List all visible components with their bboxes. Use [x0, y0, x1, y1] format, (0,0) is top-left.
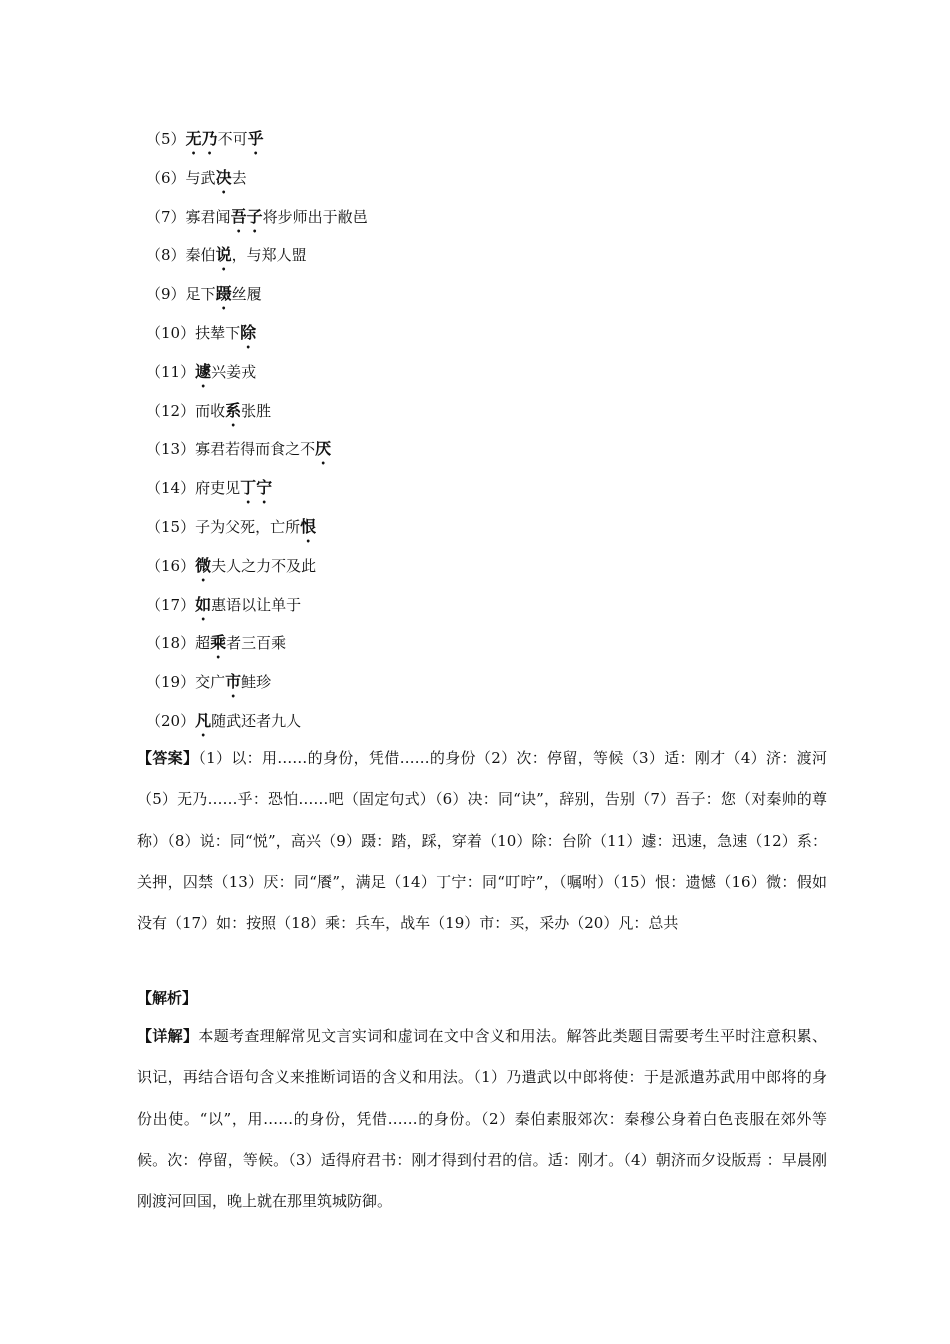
- list-item: （12）而收系张胜: [146, 400, 272, 420]
- keyword: 无乃: [185, 129, 218, 148]
- keyword: 恨: [300, 516, 317, 536]
- list-item: （18）超乘者三百乘: [146, 633, 287, 653]
- detail-text: 本题考查理解常见文言实词和虚词在文中含义和用法。解答此类题目需要考生平时注意积累、识记，再结合语句含义来推断词语的含义和用法。（1）乃遣武以中郎将使：于是派遣苏武用中郎将的身份出使。“以”，用……的身份，凭借……的身份。（2）秦伯素服郊次：秦穆公身着白色丧服在郊外等候。次：停留，等候。（3）适得府君书：刚才得到付君的信。适：刚才。（4）朝济而夕设版焉 ：早晨刚刚渡河回国，晚上就在那里筑城防御。: [137, 1027, 827, 1211]
- keyword: 除: [240, 322, 257, 342]
- list-item: （6）与武决去: [146, 167, 247, 187]
- list-item: （14）府吏见丁宁: [146, 478, 273, 498]
- list-item: （19）交广市鲑珍: [146, 672, 272, 692]
- detail-section: [137, 1016, 827, 1222]
- keyword: 遽: [195, 361, 212, 381]
- answer-text: （1）以：用……的身份，凭借……的身份（2）次：停留，等候（3）适：刚才（4）济：渡河（5）无乃……乎：恐怕……吧（固定句式）（6）决：同“诀”，辞别，告别（7）吾子：您（对秦帅的尊称）（8）说：同“悦”，高兴（9）蹑：踏，踩，穿着（10）除：台阶（11）遽：迅速，急速（12）系：关押，囚禁（13）厌：同“餍”，满足（14）丁宁：同“叮咛”，（嘱咐）（15）恨：遗憾（16）微：假如没有（17）如：按照（18）乘：兵车，战车（19）市：买，采办（20）凡：总共: [137, 749, 827, 933]
- question-list: [146, 120, 826, 741]
- list-item: （17）如惠语以让单于: [146, 594, 302, 614]
- list-item: （16）微夫人之力不及此: [146, 555, 317, 575]
- keyword: 丁宁: [240, 478, 273, 498]
- answer-label: 【答案】: [137, 749, 199, 767]
- keyword: 系: [225, 400, 242, 420]
- keyword: 说: [215, 245, 232, 265]
- list-item: （11）遽兴姜戎: [146, 361, 257, 381]
- keyword: 如: [195, 594, 212, 614]
- list-item: （13）寡君若得而食之不厌: [146, 439, 332, 459]
- keyword: 蹑: [215, 284, 232, 304]
- keyword: 决: [215, 167, 232, 187]
- keyword: 乘: [210, 633, 227, 653]
- analysis-title: 【解析】: [137, 989, 198, 1007]
- keyword: 微: [195, 555, 212, 575]
- list-item: （10）扶辇下除: [146, 322, 257, 342]
- keyword: 乎: [247, 129, 264, 148]
- detail-label: 【详解】: [137, 1027, 199, 1045]
- list-item: （9）足下蹑丝履: [146, 284, 262, 304]
- list-item: （15）子为父死，亡所恨: [146, 516, 317, 536]
- list-item: （20）凡随武还者九人: [146, 710, 302, 730]
- keyword: 凡: [195, 710, 212, 730]
- keyword: 吾子: [230, 206, 263, 226]
- list-item: （5）无乃不可乎: [146, 129, 264, 148]
- list-item: （7）寡君闻吾子将步师出于敝邑: [146, 206, 368, 226]
- keyword: 市: [225, 672, 242, 692]
- answer-section: [137, 738, 827, 944]
- keyword: 厌: [315, 439, 332, 459]
- list-item: （8）秦伯说，与郑人盟: [146, 245, 307, 265]
